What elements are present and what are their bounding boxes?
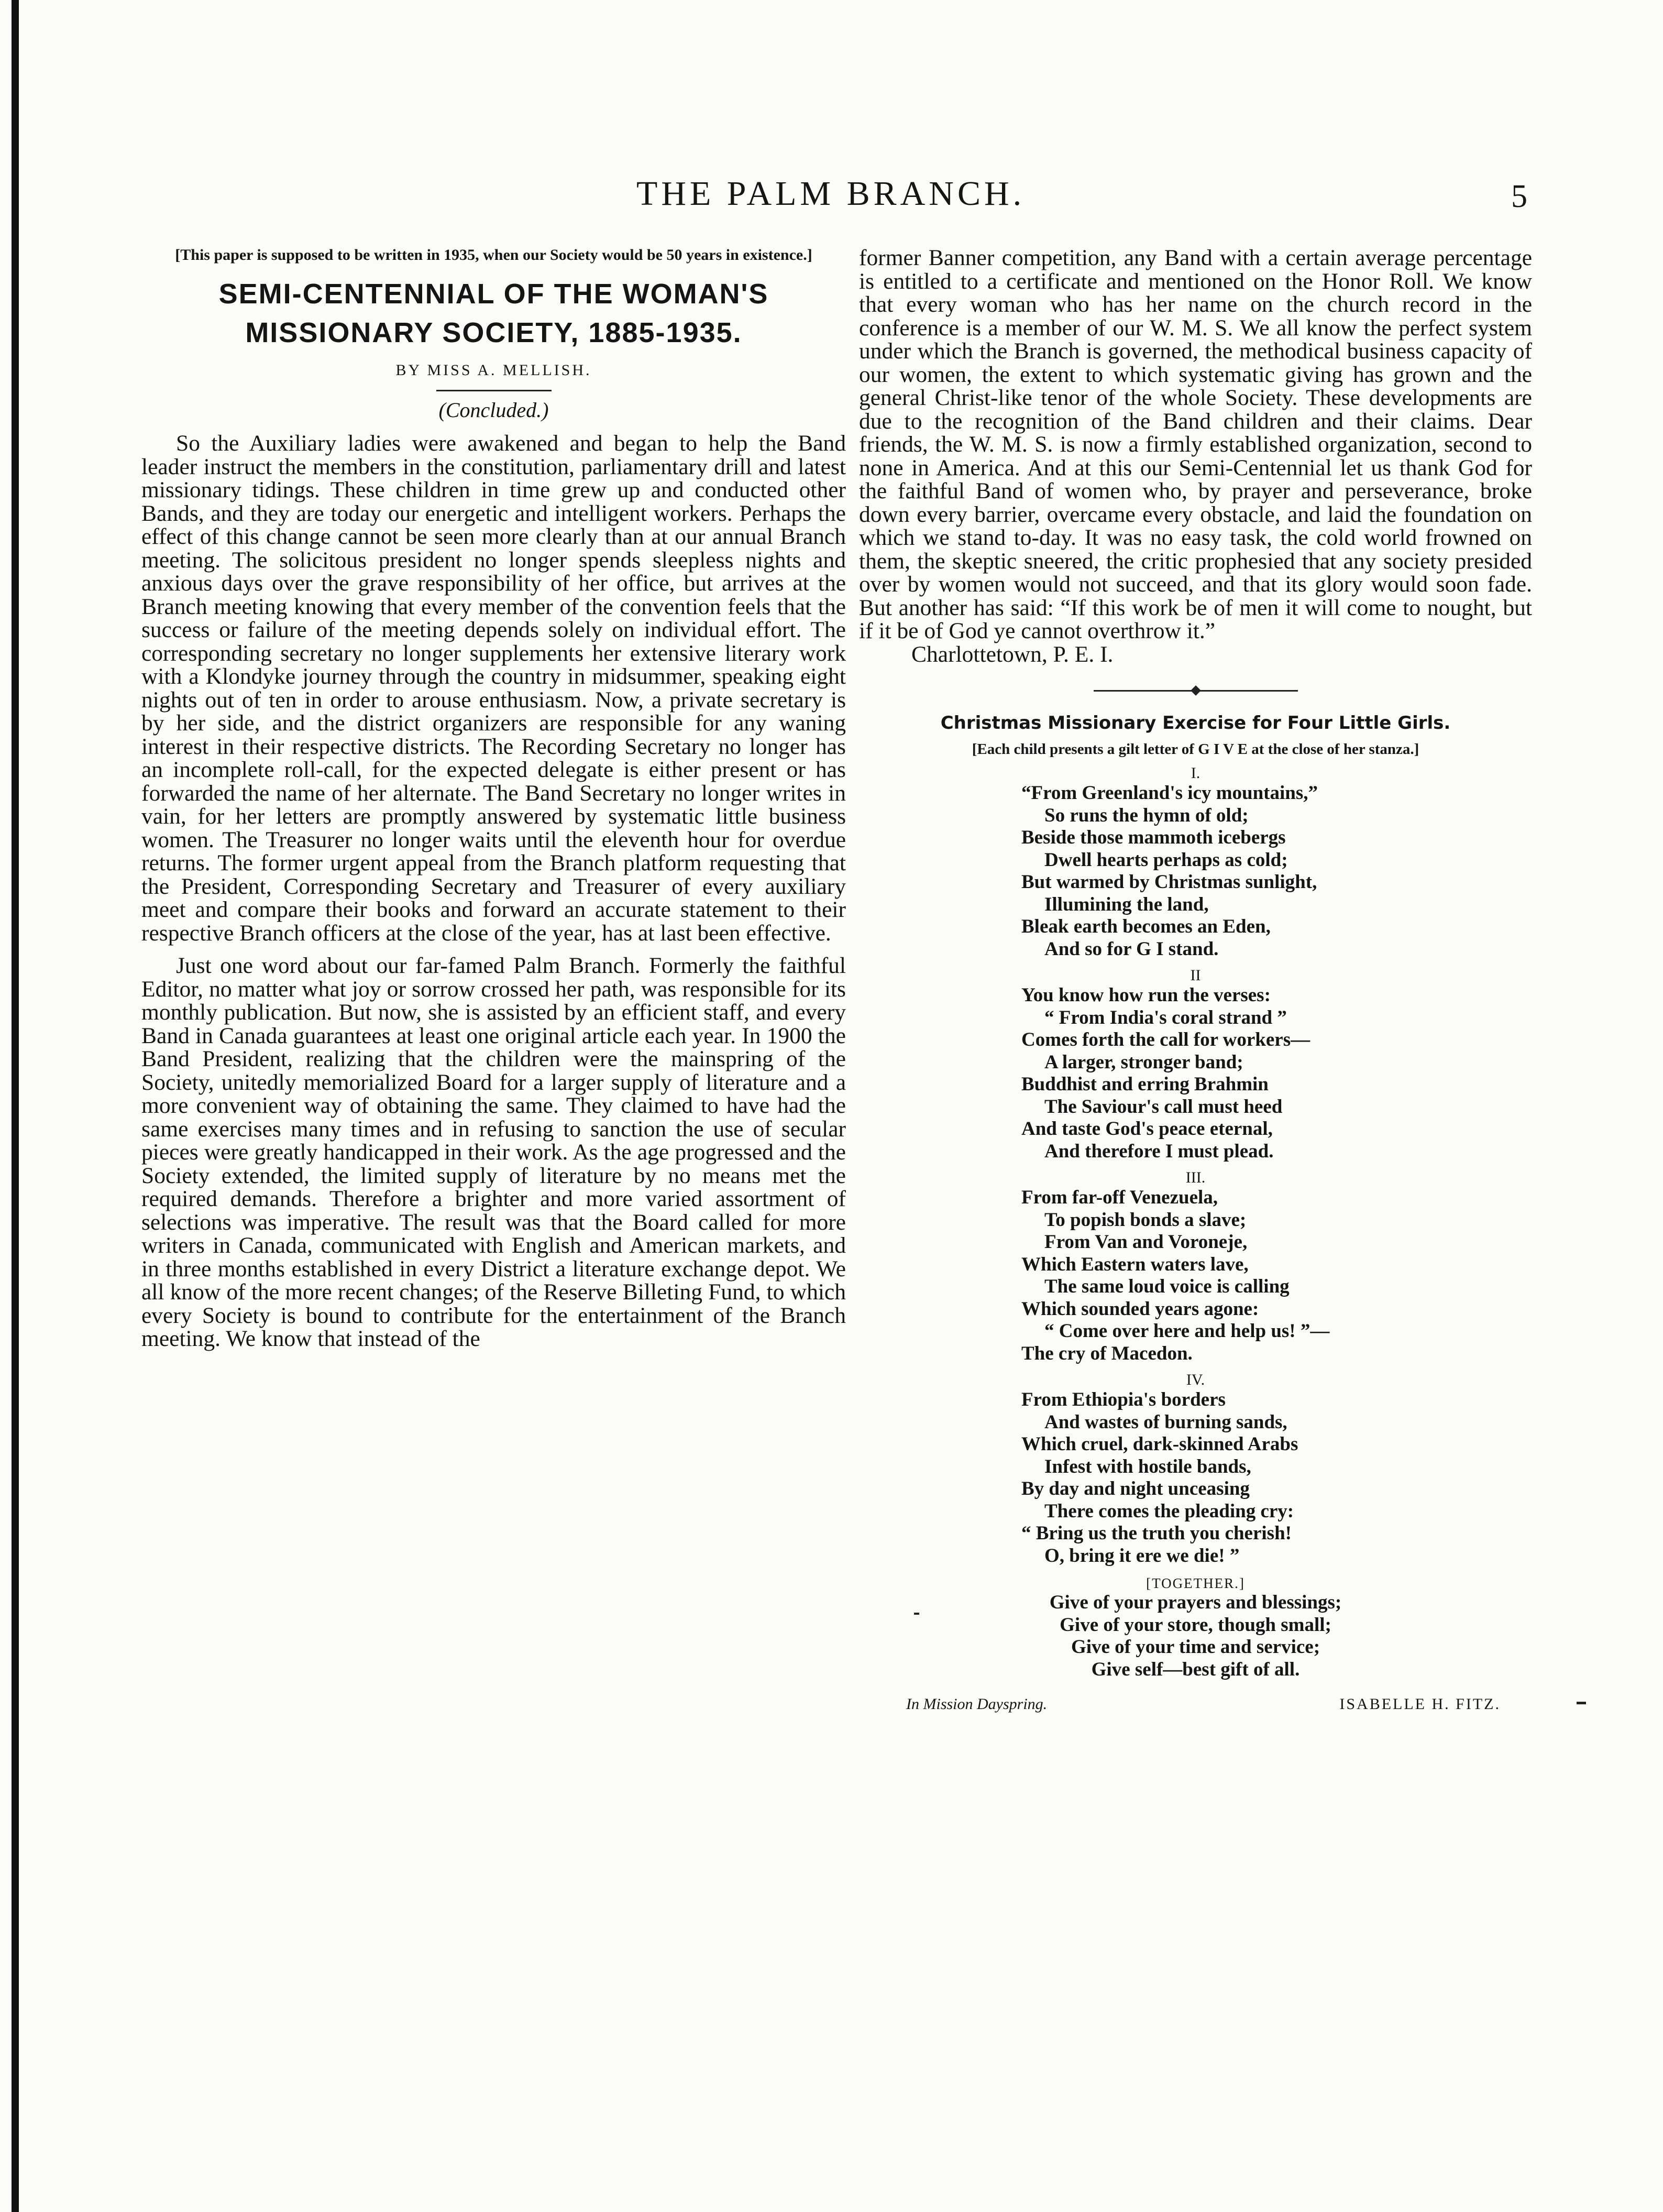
article-paragraph-2: Just one word about our far-famed Palm Branch. Formerly the faithful Editor, no matter what joy or sorrow crossed her path, was responsible for its monthly publication. But now, she is assisted by an efficient staff, and every Band in Canada guarantees at least one original article each year. In 1900 the Band President, realizing that the children were the mainspring of the Society, unitedly memorialized Board for a larger supply of literature and a more convenient way of obtaining the same. They claimed to have had the same exercises many times and in refusing to sanction the use of secular pieces were greatly handicapped in their work. As the age progressed and the Society extended, the limited supply of literature by no means met the required demands. Therefore a brighter and more varied assortment of selections was imperative. The result was that the Board called for more writers in Canada, communicated with English and American markets, and in three months established in every District a literature exchange depot. We all know of the more recent changes; of the Reserve Billeting Fund, to which every Society is bound to contribute for the entertainment of the Branch meeting. We know that instead of the <box>141 953 846 1351</box>
byline: BY MISS A. MELLISH. <box>395 362 592 379</box>
poem-line: The same loud voice is calling <box>1044 1276 1290 1297</box>
article-place: Charlottetown, P. E. I. <box>911 641 1114 667</box>
poem-line: Give of your prayers and blessings; <box>1049 1592 1342 1613</box>
running-head: THE PALM BRANCH. <box>636 174 1026 213</box>
stanza-numeral: II <box>1190 967 1201 984</box>
right-column <box>859 246 1532 1713</box>
together-label: [TOGETHER.] <box>1146 1575 1245 1591</box>
poem-line: From Van and Voroneje, <box>1044 1231 1248 1253</box>
poem-line: Which cruel, dark-skinned Arabs <box>1021 1433 1298 1455</box>
page-number: 5 <box>1511 179 1527 214</box>
poem-line: There comes the pleading cry: <box>1044 1500 1294 1522</box>
poem-line: A larger, stronger band; <box>1044 1051 1243 1073</box>
poem-line: Give of your store, though small; <box>1060 1614 1331 1636</box>
poem-line: By day and night unceasing <box>1021 1478 1250 1499</box>
divider-ornament <box>1191 685 1201 696</box>
concluded-label: (Concluded.) <box>438 398 549 422</box>
poem-line: To popish bonds a slave; <box>1044 1209 1247 1231</box>
poem-line: You know how run the verses: <box>1021 984 1271 1006</box>
article-title: SEMI-CENTENNIAL OF THE WOMAN'S MISSIONARY SOCIETY, 1885-1935. <box>218 278 769 348</box>
poem-author: ISABELLE H. FITZ. <box>1339 1695 1501 1713</box>
section-divider <box>1094 690 1298 692</box>
poem-line: Which Eastern waters lave, <box>1021 1253 1249 1275</box>
poem-line: The Saviour's call must heed <box>1044 1096 1283 1118</box>
poem-body <box>1021 764 1532 1567</box>
poem-instruction: [Each child presents a gilt letter of G I V E at the close of her stanza.] <box>972 741 1419 758</box>
print-speck <box>914 1613 919 1615</box>
print-speck <box>1577 1702 1586 1704</box>
editorial-note: [This paper is supposed to be written in 1935, when our Society would be 50 years in existence.] <box>175 246 812 264</box>
poem-line: Comes forth the call for workers— <box>1021 1029 1310 1050</box>
poem-line: And therefore I must plead. <box>1044 1140 1274 1162</box>
poem-line: “ Come over here and help us! ”— <box>1044 1320 1330 1342</box>
together-stanza <box>859 1592 1532 1681</box>
poem-line: And so for G I stand. <box>1044 938 1219 960</box>
poem-line: Give of your time and service; <box>1071 1636 1320 1658</box>
poem-line: “From Greenland's icy mountains,” <box>1021 782 1318 804</box>
poem-line: “ Bring us the truth you cherish! <box>1021 1523 1292 1544</box>
article-paragraph-1: So the Auxiliary ladies were awakened and began to help the Band leader instruct the members in the constitution, parliamentary drill and latest missionary tidings. These children in time grew up and conducted other Bands, and they are today our energetic and intelligent workers. Perhaps the effect of this change cannot be seen more clearly than at our annual Branch meeting. The solicitous president no longer spends sleepless nights and anxious days over the grave responsibility of her office, but arrives at the Branch meeting knowing that every member of the convention feels that the success or failure of the meeting depends solely on individual effort. The corresponding secretary no longer supplements her extensive literary work with a Klondyke journey through the country in midsummer, speaking eight nights out of ten in order to arouse enthusiasm. Now, a private secretary is by her side, and the district organizers are responsible for any waning interest in their respective districts. The Recording Secretary no longer has an incomplete roll-call, for the expected delegate is either present or has forwarded the name of her alternate. The Band Secretary no longer writes in vain, for her letters are promptly answered by systematic little business women. The Treasurer no longer waits until the eleventh hour for overdue returns. The former urgent appeal from the Branch platform requesting that the President, Corresponding Secretary and Treasurer of every auxiliary meet and compare their books and forward an accurate statement to their respective Branch officers at the close of the year, has at last been effective. <box>141 431 846 946</box>
poem-title: Christmas Missionary Exercise for Four Little Girls. <box>940 713 1451 733</box>
poem-line: Give self—best gift of all. <box>1091 1658 1300 1680</box>
poem-line: Illumining the land, <box>1044 893 1209 915</box>
poem-line: So runs the hymn of old; <box>1044 804 1249 826</box>
poem-line: “ From India's coral strand ” <box>1044 1006 1287 1028</box>
poem-line: Beside those mammoth icebergs <box>1021 827 1286 848</box>
article-paragraph-3: former Banner competition, any Band with a certain average percentage is entitled to a certificate and mentioned on the Honor Roll. We know that every woman who has her name on the church record in the conference is a member of our W. M. S. We all know the perfect system under which the Branch is governed, the methodical business capacity of our women, the extent to which systematic giving has grown and the general Christ-like tenor of the whole Society. These developments are due to the recognition of the Band children and their claims. Dear friends, the W. M. S. is now a firmly established organization, second to none in America. And at this our Semi-Centennial let us thank God for the faithful Band of women who, by prayer and perseverance, broke down every barrier, overcame every obstacle, and laid the foundation on which we stand to-day. It was no easy task, the cold world frowned on them, the skeptic sneered, the critic prophesied that any society presided over by women would not succeed, and that its glory would soon fade. But another has said: “If this work be of men it will come to nought, but if it be of God ye cannot overthrow it.” <box>859 245 1532 643</box>
poem-line: O, bring it ere we die! ” <box>1044 1545 1240 1567</box>
poem-line: And taste God's peace eternal, <box>1021 1118 1273 1140</box>
poem-attribution <box>906 1695 1501 1713</box>
poem-line: And wastes of burning sands, <box>1044 1411 1287 1433</box>
stanza-numeral: IV. <box>1186 1371 1205 1388</box>
page-spine-edge <box>12 0 19 2212</box>
poem-line: Dwell hearts perhaps as cold; <box>1044 849 1288 871</box>
poem-line: From far-off Venezuela, <box>1021 1187 1218 1208</box>
stanza-numeral: I. <box>1191 764 1201 782</box>
poem-line: From Ethiopia's borders <box>1021 1389 1226 1410</box>
poem-line: Infest with hostile bands, <box>1044 1455 1251 1477</box>
stanza-numeral: III. <box>1185 1169 1206 1186</box>
poem-line: But warmed by Christmas sunlight, <box>1021 871 1317 893</box>
poem-line: Buddhist and erring Brahmin <box>1021 1074 1269 1095</box>
poem-line: The cry of Macedon. <box>1021 1342 1193 1364</box>
left-column <box>141 246 846 1351</box>
title-rule <box>436 390 552 391</box>
poem-source: In Mission Dayspring. <box>906 1695 1048 1713</box>
poem-line: Which sounded years agone: <box>1021 1298 1259 1320</box>
poem-line: Bleak earth becomes an Eden, <box>1021 916 1271 937</box>
